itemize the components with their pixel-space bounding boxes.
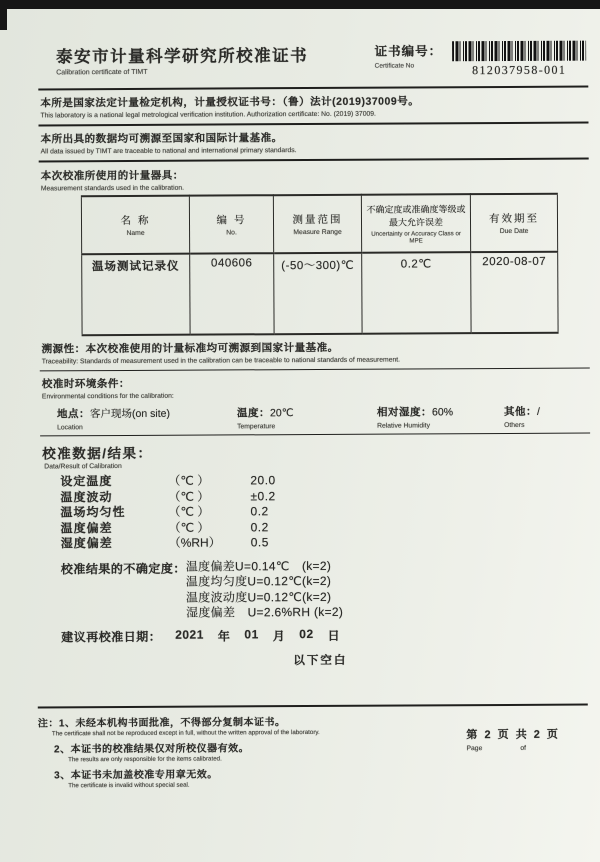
standards-table xyxy=(81,193,559,336)
table-row xyxy=(82,252,558,335)
traceability-note-en: Traceability: Standards of measurement used in the calibration can be traceable to national standards of measurement. xyxy=(41,356,401,366)
env-temperature xyxy=(237,405,377,431)
footer-note-3-cn: 3、本证书未加盖校准专用章无效。 xyxy=(54,769,218,782)
traceability-statement xyxy=(41,129,589,156)
env-others-label: 其他： xyxy=(503,405,538,419)
certificate-number-value: 812037958-001 xyxy=(472,62,567,78)
uncertainty-line-uniformity: 温度均匀度U=0.12℃(k=2) xyxy=(185,573,332,589)
env-location-value: 客户现场(on site) xyxy=(89,407,170,421)
result-name: 温度偏差 xyxy=(60,520,113,535)
result-name: 湿度偏差 xyxy=(60,536,113,551)
env-location-line xyxy=(57,405,237,421)
blank-below-note: 以下空白 xyxy=(293,654,348,667)
standard-uncertainty-cell: 0.2℃ xyxy=(362,252,471,334)
env-location xyxy=(57,405,237,431)
column-header-due-date-en: Due Date xyxy=(499,227,529,236)
result-value: 0.2 xyxy=(250,504,269,519)
column-header-range xyxy=(273,195,361,253)
column-header-range-cn: 测量范围 xyxy=(292,213,343,227)
column-header-no-en: No. xyxy=(226,229,237,237)
authorization-statement-cn: 本所是国家法定计量检定机构，计量授权证书号：（鲁）法计(2019)37009号。 xyxy=(40,95,420,110)
result-value: 0.5 xyxy=(250,535,269,550)
column-header-range-en: Measure Range xyxy=(293,228,342,237)
divider xyxy=(38,122,588,127)
recalibration-month: 01 xyxy=(244,626,259,641)
uncertainty-line-humidity-deviation: 湿度偏差 U=2.6%RH (k=2) xyxy=(186,604,344,620)
column-header-due-date-cn: 有效期至 xyxy=(488,212,540,226)
column-header-uncertainty-en: Uncertainty or Accuracy Class or MPE xyxy=(371,230,461,245)
page-number-block xyxy=(466,726,588,791)
result-row-humidity-deviation xyxy=(61,534,591,552)
env-humidity-value: 60% xyxy=(431,406,454,419)
env-temperature-label-en: Temperature xyxy=(237,423,276,431)
column-header-due-date xyxy=(470,194,557,252)
env-others-label-en: Others xyxy=(504,421,525,430)
recalibration-month-unit: 月 xyxy=(272,628,286,643)
scan-top-edge xyxy=(0,0,600,9)
scan-corner-shadow xyxy=(0,0,7,30)
result-value: 0.2 xyxy=(250,519,269,534)
result-unit: （℃ ） xyxy=(168,473,210,488)
footer-note-1-en: The certificate shall not be reproduced except in full, without the written approval of the laboratory. xyxy=(51,728,320,738)
standards-table-header-row xyxy=(81,194,557,254)
recalibration-date-line xyxy=(61,625,591,645)
divider xyxy=(40,368,590,372)
standards-heading-cn: 本次校准所使用的计量器具： xyxy=(40,169,184,183)
column-header-uncertainty-cn: 不确定度或准确度等级或最大允许误差 xyxy=(366,204,466,228)
result-name: 设定温度 xyxy=(60,474,113,489)
divider xyxy=(40,433,590,437)
uncertainty-line-fluctuation: 温度波动度U=0.12℃(k=2) xyxy=(185,589,332,605)
uncertainty-label: 校准结果的不确定度： xyxy=(60,561,186,576)
environment-heading-en: Environmental conditions for the calibration: xyxy=(41,392,174,401)
uncertainty-block xyxy=(61,557,591,622)
results-heading-en: Data/Result of Calibration xyxy=(44,463,122,471)
footer xyxy=(38,704,588,793)
environment-conditions xyxy=(57,404,590,432)
standard-name-cell: 温场测试记录仪 xyxy=(82,254,190,336)
divider xyxy=(39,158,589,163)
recalibration-label: 建议再校准日期： xyxy=(61,629,162,644)
env-location-label-en: Location xyxy=(57,424,83,432)
footer-note-1 xyxy=(38,712,438,737)
of-word: of xyxy=(520,744,527,752)
authorization-statement xyxy=(40,93,588,120)
page-word: Page xyxy=(466,745,483,753)
recalibration-year-unit: 年 xyxy=(217,628,231,644)
footer-note-3 xyxy=(38,764,438,789)
standards-heading-en: Measurement standards used in the calibration. xyxy=(40,184,185,193)
recalibration-day-unit: 日 xyxy=(327,628,341,643)
result-value: ±0.2 xyxy=(250,488,276,503)
result-unit: （℃ ） xyxy=(168,489,210,504)
page-number-cn: 第 2 页 共 2 页 xyxy=(466,728,560,742)
certificate-content xyxy=(38,29,591,669)
header xyxy=(38,41,588,81)
recalibration-day: 02 xyxy=(299,626,314,641)
standards-heading xyxy=(41,166,589,193)
result-name: 温度波动 xyxy=(60,489,113,504)
env-others-line xyxy=(504,404,540,419)
result-unit: （℃ ） xyxy=(168,504,210,519)
column-header-name xyxy=(81,196,189,255)
env-humidity-label: 相对湿度： xyxy=(376,406,433,419)
traceability-note-cn: 溯源性：本次校准使用的计量标准均可溯源到国家计量基准。 xyxy=(41,341,339,356)
divider xyxy=(38,704,588,709)
environment-heading-cn: 校准时环境条件： xyxy=(41,377,130,391)
column-header-uncertainty xyxy=(361,194,470,253)
results-heading-cn: 校准数据/结果： xyxy=(42,445,153,462)
recalibration-year: 2021 xyxy=(175,627,204,642)
page-title-en: Calibration certificate of TIMT xyxy=(56,68,148,77)
page-title: 泰安市计量科学研究所校准证书 xyxy=(56,47,309,67)
footer-note-2 xyxy=(38,738,438,763)
column-header-name-en: Name xyxy=(126,229,145,237)
column-header-no-cn: 编 号 xyxy=(216,214,247,227)
footer-note-2-cn: 2、本证书的校准结果仅对所校仪器有效。 xyxy=(53,743,250,756)
traceability-statement-en: All data issued by TIMT are traceable to national and international primary standards. xyxy=(40,147,297,156)
env-temperature-label: 温度： xyxy=(236,407,271,420)
env-humidity-label-en: Relative Humidity xyxy=(377,422,430,430)
uncertainty-lines xyxy=(186,558,343,621)
barcode-image xyxy=(452,41,586,62)
env-humidity-line xyxy=(377,404,504,420)
footer-body xyxy=(38,710,588,793)
result-unit: （℃ ） xyxy=(168,520,210,535)
env-temperature-line xyxy=(237,405,377,421)
barcode-block xyxy=(450,41,588,79)
column-header-name-cn: 名 称 xyxy=(120,214,151,228)
divider xyxy=(38,86,588,91)
standard-range-cell: (-50～300)℃ xyxy=(274,253,362,334)
result-value: 20.0 xyxy=(250,473,276,488)
page-number-en xyxy=(466,745,560,752)
certificate-number-labels xyxy=(375,41,443,69)
env-others xyxy=(504,404,540,429)
standard-due-date-cell: 2020-08-07 xyxy=(471,252,558,333)
env-temperature-value: 20℃ xyxy=(269,407,294,420)
standard-no-cell: 040606 xyxy=(190,253,274,334)
certificate-number-block xyxy=(375,41,589,79)
certificate-number-label-en: Certificate No xyxy=(374,62,415,70)
result-unit: （%RH） xyxy=(168,535,221,550)
env-location-label: 地点： xyxy=(56,408,91,421)
result-name: 温场均匀性 xyxy=(60,504,126,520)
env-others-value: / xyxy=(536,405,540,418)
uncertainty-line-temperature-deviation: 温度偏差U=0.14℃ (k=2) xyxy=(185,558,332,574)
traceability-statement-cn: 本所出具的数据均可溯源至国家和国际计量基准。 xyxy=(40,132,283,146)
footer-notes xyxy=(38,710,438,792)
env-humidity xyxy=(377,404,504,430)
footer-note-2-en: The results are only responsible for the items calibrated. xyxy=(68,755,222,764)
column-header-no xyxy=(189,195,273,253)
traceability-note xyxy=(42,339,590,366)
title-block xyxy=(56,42,308,76)
authorization-statement-en: This laboratory is a national legal metrological verification institution. Authorization certificate: No. (2019) 37009. xyxy=(40,110,376,120)
certificate-number-label: 证书编号： xyxy=(374,44,443,59)
footer-note-3-en: The certificate is invalid without special seal. xyxy=(68,781,190,790)
environment-heading xyxy=(42,374,590,401)
footer-note-1-cn: 注：1、未经本机构书面批准，不得部分复制本证书。 xyxy=(37,717,286,730)
